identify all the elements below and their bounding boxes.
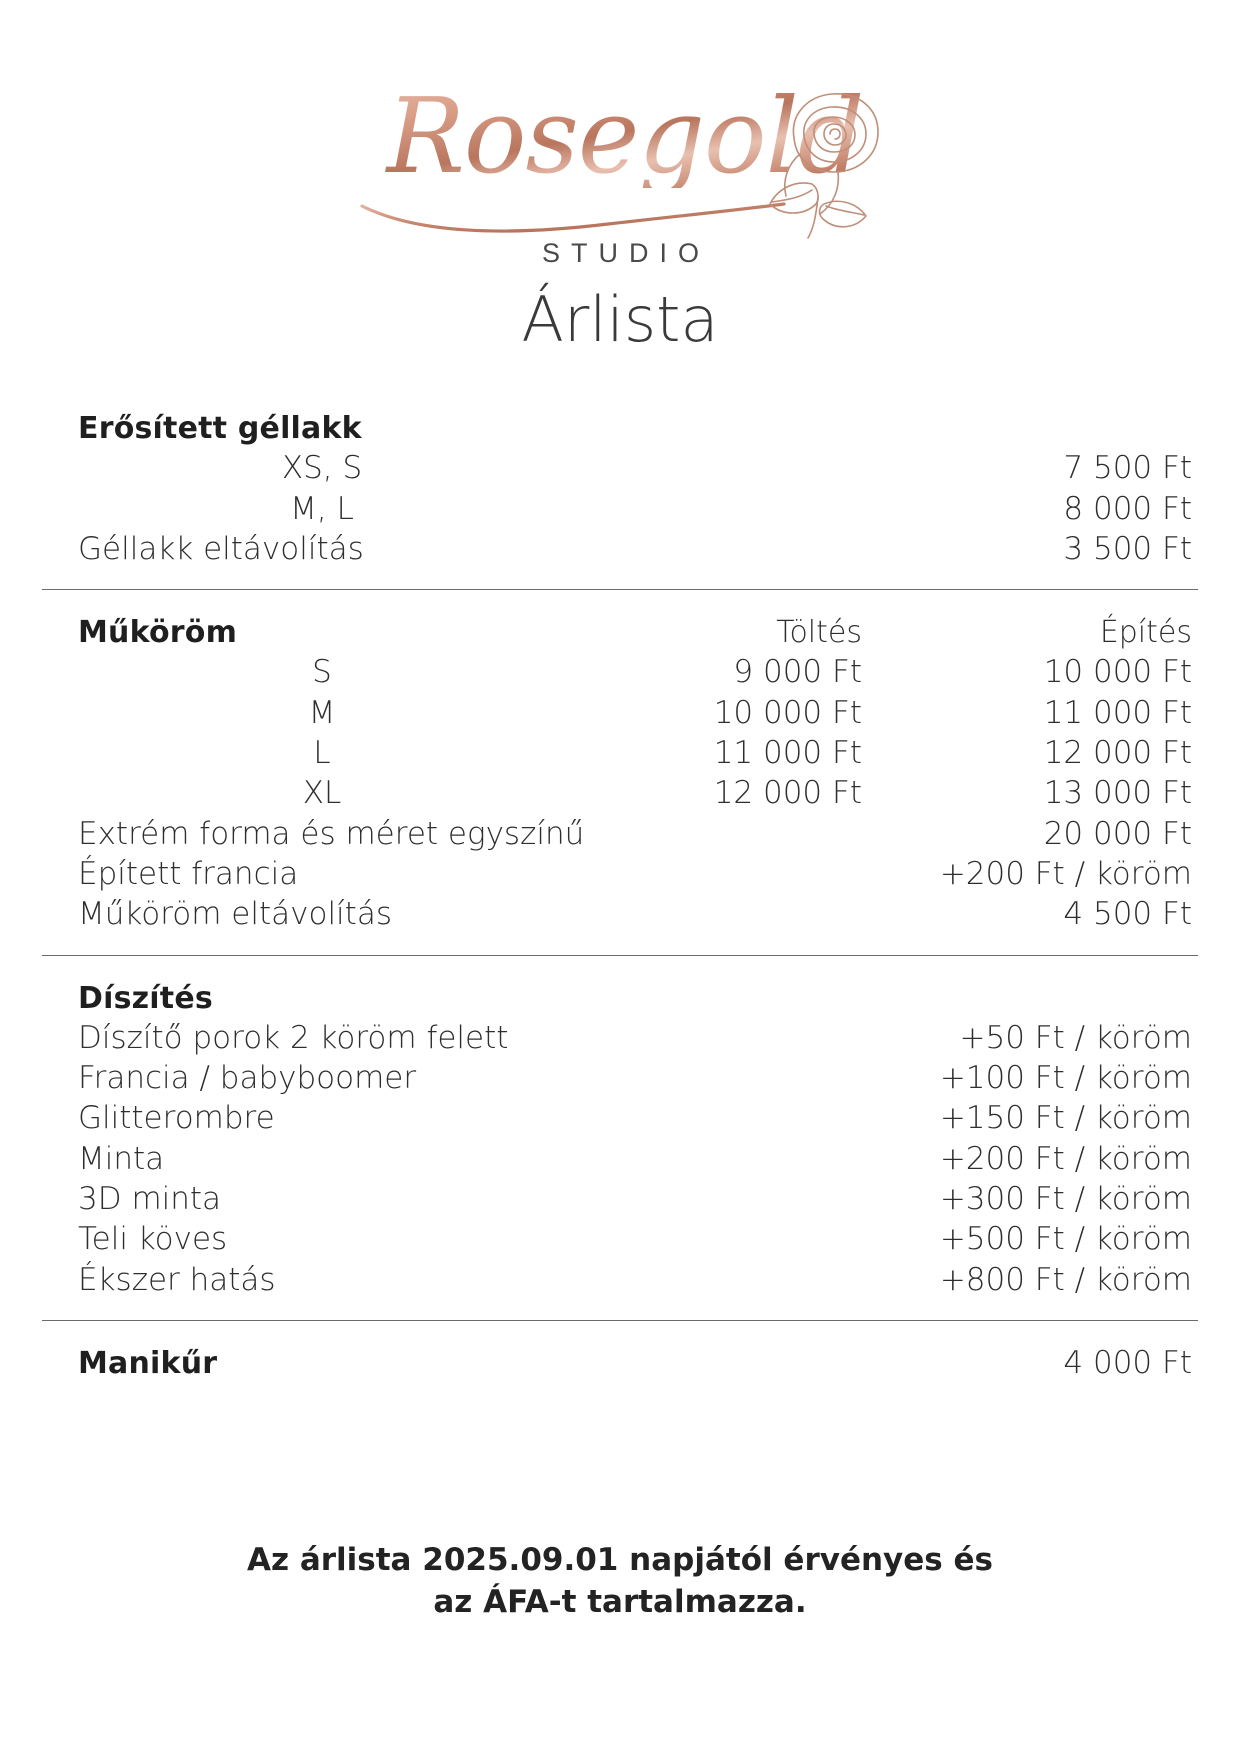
row-label: Ékszer hatás [78,1261,276,1298]
validity-note [0,1540,1240,1624]
section-header-row [42,978,1198,1018]
row-price-right: 7 500 Ft [1063,450,1192,487]
swash-flourish-icon [358,198,788,238]
row-price-right: 3 500 Ft [1063,530,1192,567]
table-row [42,693,1198,733]
row-label: S [312,654,332,691]
brand-logo [0,0,1240,356]
row-price-right: +500 Ft / köröm [939,1221,1192,1258]
section-divider [42,1320,1198,1321]
table-row [42,529,1198,569]
row-price-right: +200 Ft / köröm [939,1140,1192,1177]
section-title: Erősített géllakk [78,411,362,446]
table-row [42,894,1198,934]
row-price-right: 4 500 Ft [1063,896,1192,933]
page-title: Árlista [521,283,719,356]
validity-note-line2: az ÁFA-t tartalmazza. [433,1584,807,1621]
row-label: Műköröm eltávolítás [78,896,392,933]
row-label: M, L [290,490,354,527]
row-price-right: +50 Ft / köröm [959,1019,1192,1056]
row-label: Francia / babyboomer [78,1060,417,1097]
brand-subtitle: STUDIO [541,238,710,268]
table-row [42,1058,1198,1098]
row-price-mid: 12 000 Ft [713,775,862,812]
row-price-right: +200 Ft / köröm [939,855,1192,892]
table-row [42,489,1198,529]
section-mukorom [42,612,1198,934]
section-header-row [42,1343,1198,1383]
row-price-mid: 9 000 Ft [733,654,862,691]
row-label: M [308,694,336,731]
section-column-header-mid: Töltés [776,615,862,651]
row-price-right: +300 Ft / köröm [939,1181,1192,1218]
table-row [42,652,1198,692]
section-header-row [42,612,1198,652]
row-price-right: 12 000 Ft [1043,735,1192,772]
table-row [42,448,1198,488]
table-row [42,814,1198,854]
row-price-right: +800 Ft / köröm [939,1261,1192,1298]
section-divider [42,955,1198,956]
table-row [42,1179,1198,1219]
table-row [42,854,1198,894]
row-label: 3D minta [78,1181,222,1218]
row-label: Extrém forma és méret egyszínű [78,815,585,852]
table-row [42,1219,1198,1259]
price-sections [42,408,1198,1383]
table-row [42,733,1198,773]
row-price-right: 8 000 Ft [1063,490,1192,527]
section-title: Műköröm [78,615,238,651]
section-title-price: 4 000 Ft [1063,1344,1192,1381]
table-row [42,1098,1198,1138]
logo-mark [340,70,900,250]
section-erositett-gellakk [42,408,1198,569]
row-price-right: 13 000 Ft [1043,775,1192,812]
row-label: Díszítő porok 2 köröm felett [78,1019,509,1056]
section-column-header-right: Építés [1099,615,1192,651]
row-price-right: 11 000 Ft [1043,694,1192,731]
row-label: XL [302,775,342,812]
row-price-right: +150 Ft / köröm [939,1100,1192,1137]
row-label: XS, S [281,450,363,487]
table-row [42,1018,1198,1058]
section-diszites [42,978,1198,1300]
table-row [42,773,1198,813]
row-label: Minta [78,1140,165,1177]
row-price-right: 10 000 Ft [1043,654,1192,691]
rose-icon [742,80,892,250]
row-label: Teli köves [78,1221,228,1258]
section-title: Díszítés [78,980,213,1016]
brand-name: Rosegold [377,84,864,188]
section-divider [42,589,1198,590]
table-row [42,1139,1198,1179]
validity-note-line1: Az árlista 2025.09.01 napjától érvényes és [247,1542,993,1579]
row-price-mid: 10 000 Ft [713,694,862,731]
row-price-mid: 11 000 Ft [713,735,862,772]
row-label: Glitterombre [78,1100,275,1137]
row-label: Géllakk eltávolítás [78,530,364,567]
section-title: Manikűr [78,1345,218,1381]
row-price-right: +100 Ft / köröm [939,1060,1192,1097]
section-manikur [42,1343,1198,1383]
table-row [42,1260,1198,1300]
row-price-right: 20 000 Ft [1043,815,1192,852]
row-label: Épített francia [78,855,299,892]
row-label: L [313,735,331,772]
section-header-row [42,408,1198,448]
